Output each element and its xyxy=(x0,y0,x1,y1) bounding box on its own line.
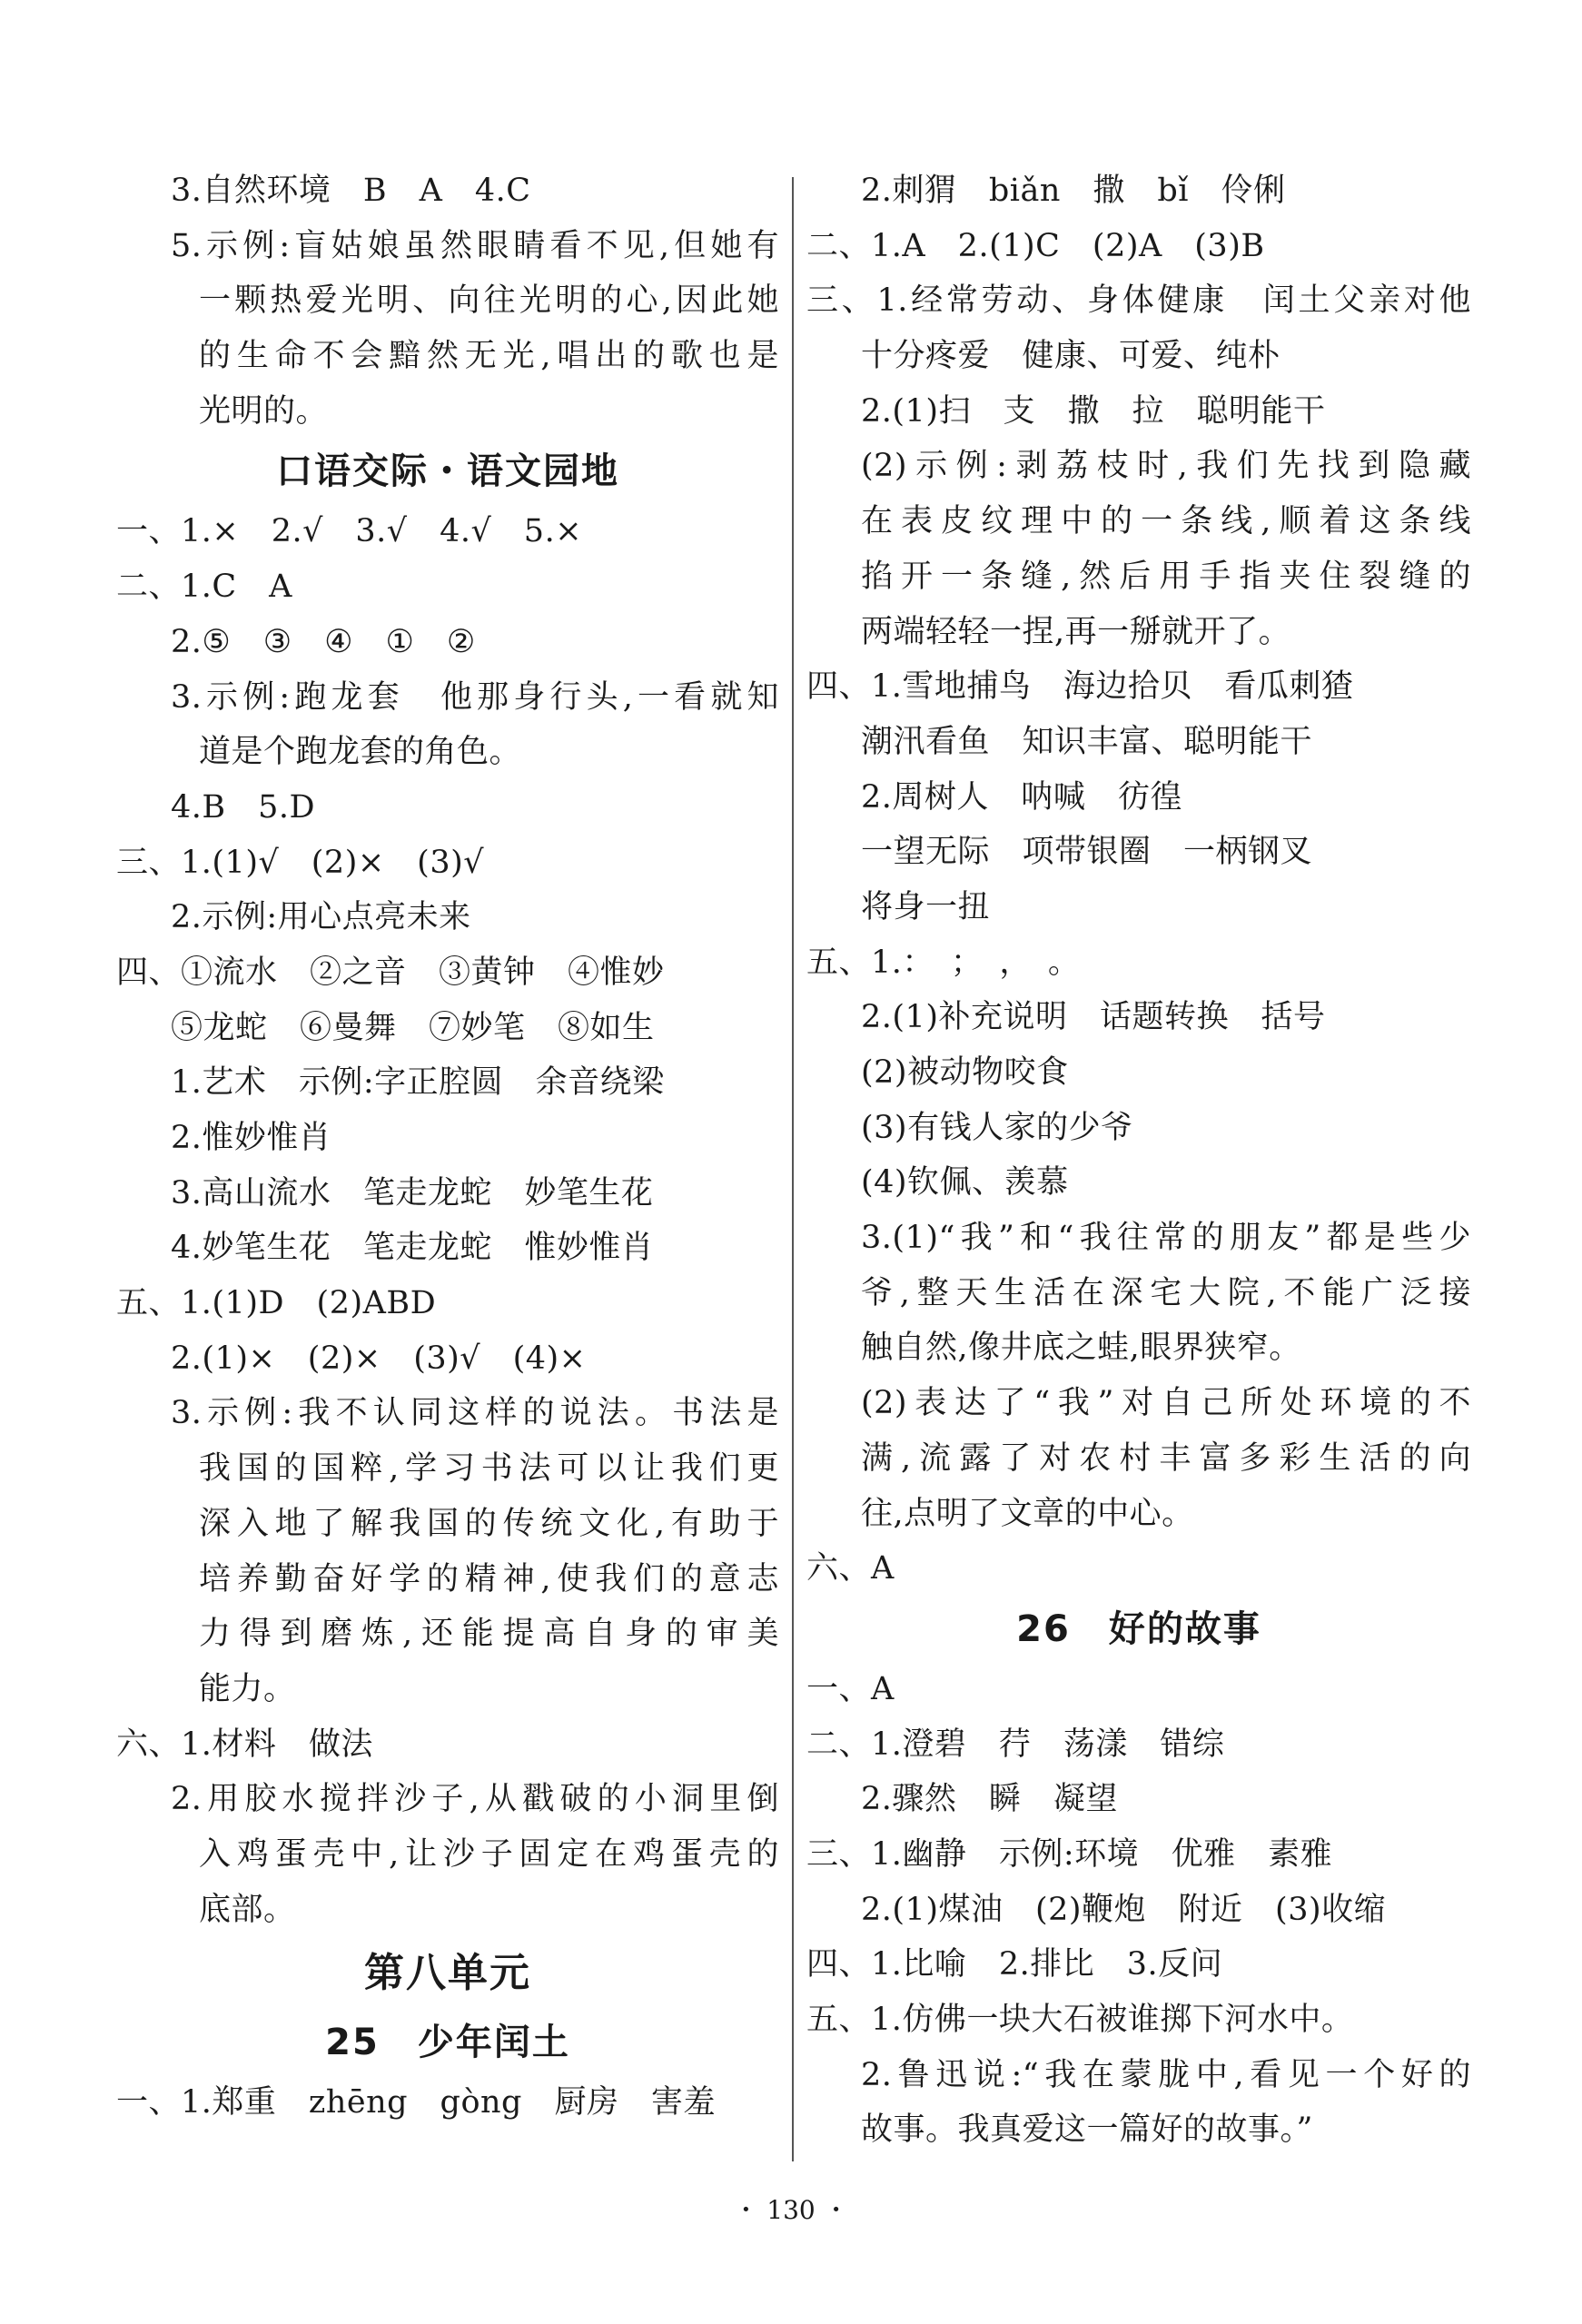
answer-line: 掐开一条缝,然后用手指夹住裂缝的 xyxy=(861,558,1471,595)
answer-line: 5.示例:盲姑娘虽然眼睛看不见,但她有 xyxy=(171,227,779,264)
answer-line: 2.骤然 瞬 凝望 xyxy=(861,1781,1118,1818)
answer-line: 能力。 xyxy=(199,1670,296,1707)
answer-line: 三、1.幽静 示例:环境 优雅 素雅 xyxy=(806,1835,1333,1873)
answer-line: 1.艺术 示例:字正腔圆 余音绕梁 xyxy=(171,1064,665,1102)
answer-line: 一、A xyxy=(806,1670,895,1707)
answer-line: 五、1.(1)D (2)ABD xyxy=(116,1285,437,1322)
answer-line: 触自然,像井底之蛙,眼界狭窄。 xyxy=(861,1330,1301,1367)
answer-line: 爷,整天生活在深宅大院,不能广泛接 xyxy=(861,1274,1471,1311)
answer-line: 四、①流水 ②之音 ③黄钟 ④惟妙 xyxy=(116,954,665,991)
answer-line: (2)示例:剥荔枝时,我们先找到隐藏 xyxy=(861,448,1471,485)
answer-line: 在表皮纹理中的一条线,顺着这条线 xyxy=(861,503,1471,540)
answer-line: 我国的国粹,学习书法可以让我们更 xyxy=(199,1450,779,1488)
section-heading: 口语交际・语文园地 xyxy=(276,450,619,493)
answer-line: 二、1.澄碧 荇 荡漾 错综 xyxy=(806,1726,1225,1763)
answer-line: (2)表达了“我”对自己所处环境的不 xyxy=(861,1385,1471,1422)
answer-line: 光明的。 xyxy=(199,392,329,430)
answer-line: 2.(1)煤油 (2)鞭炮 附近 (3)收缩 xyxy=(861,1891,1387,1928)
answer-line: 潮汛看鱼 知识丰富、聪明能干 xyxy=(861,723,1313,760)
answer-line: (4)钦佩、羡慕 xyxy=(861,1164,1069,1202)
answer-line: 2.刺猬 biǎn 撒 bǐ 伶俐 xyxy=(861,173,1286,209)
answer-line: (2)被动物咬食 xyxy=(861,1054,1069,1091)
answer-line: 满,流露了对农村丰富多彩生活的向 xyxy=(861,1439,1471,1477)
answer-line: 3.示例:跑龙套 他那身行头,一看就知 xyxy=(171,678,779,716)
answer-line: 2.鲁迅说:“我在蒙胧中,看见一个好的 xyxy=(861,2056,1471,2093)
answer-line: 三、1.(1)√ (2)× (3)√ xyxy=(116,844,485,881)
answer-line: 五、1.： ； ， 。 xyxy=(806,944,1081,981)
column-divider xyxy=(792,177,794,2161)
answer-line: 将身一扭 xyxy=(861,888,991,925)
answer-line: 六、A xyxy=(806,1550,895,1587)
answer-line: 2.(1)扫 支 撒 拉 聪明能干 xyxy=(861,392,1326,430)
answer-line: 二、1.A 2.(1)C (2)A (3)B xyxy=(806,227,1265,264)
answer-line: 五、1.仿佛一块大石被谁掷下河水中。 xyxy=(806,2002,1354,2038)
answer-line: 培养勤奋好学的精神,使我们的意志 xyxy=(199,1560,779,1597)
left-column xyxy=(116,163,779,2131)
answer-line: 的生命不会黯然无光,唱出的歌也是 xyxy=(199,338,779,375)
answer-line: 十分疼爱 健康、可爱、纯朴 xyxy=(861,338,1280,375)
section-heading: 26 好的故事 xyxy=(1016,1607,1261,1650)
answer-line: 2.周树人 呐喊 彷徨 xyxy=(861,778,1182,816)
answer-line: 一望无际 项带银圈 一柄钢叉 xyxy=(861,834,1313,871)
answer-line: 四、1.比喻 2.排比 3.反问 xyxy=(806,1946,1223,1983)
answer-line: 2.⑤ ③ ④ ① ② xyxy=(171,623,476,660)
answer-line: 3.示例:我不认同这样的说法。书法是 xyxy=(171,1395,779,1432)
answer-line: 2.示例:用心点亮未来 xyxy=(171,899,471,936)
answer-line: 一颗热爱光明、向往光明的心,因此她 xyxy=(199,282,779,320)
answer-line: 三、1.经常劳动、身体健康 闰土父亲对他 xyxy=(806,282,1471,320)
section-heading: 25 少年闰土 xyxy=(325,2022,570,2064)
answer-line: 入鸡蛋壳中,让沙子固定在鸡蛋壳的 xyxy=(199,1835,779,1873)
answer-line: 一、1.× 2.√ 3.√ 4.√ 5.× xyxy=(116,513,583,550)
answer-line: 往,点明了文章的中心。 xyxy=(861,1495,1194,1532)
answer-line: 两端轻轻一捏,再一掰就开了。 xyxy=(861,613,1291,650)
answer-line: 2.(1)补充说明 话题转换 括号 xyxy=(861,999,1326,1036)
answer-line: 一、1.郑重 zhēng gòng 厨房 害羞 xyxy=(116,2084,716,2121)
section-heading: 第八单元 xyxy=(364,1950,531,1997)
right-column xyxy=(806,163,1471,2158)
answer-line: 四、1.雪地捕鸟 海边拾贝 看瓜刺猹 xyxy=(806,668,1354,706)
answer-line: 3.(1)“我”和“我往常的朋友”都是些少 xyxy=(861,1220,1471,1257)
answer-line: 道是个跑龙套的角色。 xyxy=(199,734,522,771)
answer-line: 六、1.材料 做法 xyxy=(116,1726,373,1763)
answer-line: 4.妙笔生花 笔走龙蛇 惟妙惟肖 xyxy=(171,1230,654,1267)
answer-line: 3.自然环境 B A 4.C xyxy=(171,173,531,209)
answer-line: 2.惟妙惟肖 xyxy=(171,1120,331,1156)
answer-line: 2.用胶水搅拌沙子,从戳破的小洞里倒 xyxy=(171,1781,779,1818)
answer-line: 深入地了解我国的传统文化,有助于 xyxy=(199,1505,779,1542)
answer-line: 2.(1)× (2)× (3)√ (4)× xyxy=(171,1340,587,1377)
answer-line: (3)有钱人家的少爷 xyxy=(861,1109,1133,1146)
answer-line: 二、1.C A xyxy=(116,569,292,606)
answer-line: ⑤龙蛇 ⑥曼舞 ⑦妙笔 ⑧如生 xyxy=(171,1009,655,1046)
answer-line: 底部。 xyxy=(199,1891,296,1928)
answer-line: 力得到磨炼,还能提高自身的审美 xyxy=(199,1616,779,1653)
answer-line: 3.高山流水 笔走龙蛇 妙笔生花 xyxy=(171,1174,654,1211)
answer-line: 故事。我真爱这一篇好的故事。” xyxy=(861,2111,1313,2149)
answer-line: 4.B 5.D xyxy=(171,788,316,826)
page-number: ・ 130 ・ xyxy=(733,2195,849,2225)
